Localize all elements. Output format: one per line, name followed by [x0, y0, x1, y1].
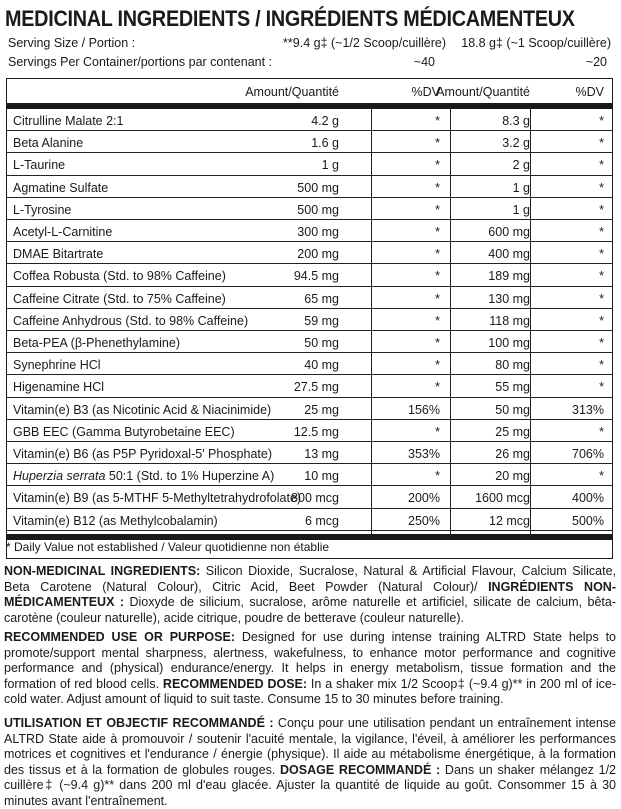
dv-full: * [599, 247, 604, 262]
table-header [7, 79, 612, 105]
footnote: * Daily Value not established / Valeur quotidienne non établie [6, 540, 330, 554]
dv-full: * [599, 380, 604, 395]
ingredient-name: Coffea Robusta (Std. to 98% Caffeine) [13, 269, 226, 284]
ingredient-name-rest: 50:1 (Std. to 1% Huperzine A) [105, 469, 275, 484]
table-row [7, 331, 612, 353]
ingredient-name [13, 469, 274, 483]
amount-half: 27.5 mg [293, 380, 339, 395]
utilisation-text: Conçu pour une utilisation pendant un entraînement intense ALTRD State aide à promouvoir / soutenir l'acuité mentale, la vigilance, l'éveil, à améliorer les performances motrices et cognitives et l'endurance / énergie (physique). Il aide au métabolisme énergétique, à la formation des tissus et à la formation de globules rouges. [4, 716, 616, 777]
ingredients-table [6, 78, 613, 559]
column-divider [450, 109, 451, 534]
recommended-use-section [4, 630, 616, 708]
amount-half: 25 mg [304, 402, 339, 417]
ingredient-name-italic: Huperzia serrata [13, 469, 106, 484]
dv-full: * [599, 291, 604, 306]
ingredient-name: Agmatine Sulfate [13, 180, 109, 195]
dv-full: * [599, 336, 604, 350]
recommended-dose-text: In a shaker mix 1/2 Scoop‡ (~9.4 g)** in 200 ml of ice-cold water. Adjust amount of liquid to suit taste. Consume 15 to 30 minutes before training. [4, 676, 616, 706]
amount-half: 200 mg [297, 247, 339, 262]
ingredient-name: Vitamin(e) B12 (as Methylcobalamin) [13, 513, 218, 528]
amount-half: 1.6 g [311, 136, 339, 151]
panel-title: MEDICINAL INGREDIENTS / INGRÉDIENTS MÉDICAMENTEUX [5, 6, 575, 31]
table-row [7, 131, 612, 153]
dv-full: * [599, 269, 604, 284]
header-dv-full: %DV [575, 85, 604, 99]
dv-full: 706% [572, 447, 604, 461]
recommended-text: Designed for use during intense training ALTRD State helps to promote/support mental sharpness, alertness, wakefulness, to enhance motor performance and cognitive performance and (physical) endurance/energy. It helps in energy metabolism, tissue formation and the formation of red blood cells. [4, 630, 616, 691]
dv-full: * [599, 358, 604, 373]
recommended-dose-label: RECOMMENDED DOSE: [162, 676, 308, 691]
dv-half: * [435, 114, 440, 128]
amount-full: 600 mg [488, 225, 530, 239]
dv-half: * [435, 202, 440, 217]
dv-full: * [599, 424, 604, 439]
column-divider [371, 109, 372, 534]
amount-half: 94.5 mg [293, 269, 339, 284]
header-dv-half: %DV [411, 85, 440, 99]
recommended-label: RECOMMENDED USE OR PURPOSE: [4, 630, 235, 644]
table-row [7, 464, 612, 486]
dv-full: * [599, 136, 604, 151]
dv-full: * [599, 158, 604, 173]
servings-per-container-line [8, 54, 611, 70]
ingredient-name: L-Taurine [13, 158, 66, 173]
dv-full: * [599, 313, 604, 328]
serving-size-label: Serving Size / Portion : [8, 36, 136, 50]
dv-full: * [599, 114, 604, 128]
table-row [7, 509, 612, 531]
utilisation-dose-label: DOSAGE RECOMMANDÉ : [280, 762, 441, 777]
dv-full: * [599, 225, 604, 239]
table-row [7, 220, 612, 242]
amount-half: 50 mg [304, 336, 339, 350]
amount-half: 40 mg [304, 358, 339, 373]
dv-half: * [435, 313, 440, 328]
amount-full: 12 mcg [489, 513, 530, 528]
dv-half: 250% [408, 513, 440, 528]
amount-full: 100 mg [488, 336, 530, 350]
amount-half: 13 mg [304, 447, 339, 461]
ingredient-name: Citrulline Malate 2:1 [13, 114, 124, 128]
dv-half: * [435, 158, 440, 173]
dv-full: * [599, 180, 604, 195]
servings-per-half: ~40 [413, 55, 435, 69]
table-row [7, 109, 612, 131]
amount-half: 500 mg [297, 180, 339, 195]
ingredient-name: Vitamin(e) B6 (as P5P Pyridoxal-5' Phosphate) [13, 447, 272, 461]
header-amount-half: Amount/Quantité [245, 85, 339, 99]
ingredient-name: GBB EEC (Gamma Butyrobetaine EEC) [13, 424, 235, 439]
serving-size-full: 18.8 g‡ (~1 Scoop/cuillère) [461, 36, 611, 50]
ingredient-name: Beta Alanine [13, 136, 84, 151]
amount-full: 2 g [512, 158, 530, 173]
ingredient-name: Higenamine HCl [13, 380, 105, 395]
amount-half: 500 mg [297, 202, 339, 217]
amount-half: 59 mg [304, 313, 339, 328]
serving-size-line [8, 35, 611, 51]
amount-full: 25 mg [495, 424, 530, 439]
ingredient-name: Caffeine Citrate (Std. to 75% Caffeine) [13, 291, 226, 306]
amount-half: 4.2 g [311, 114, 339, 128]
amount-full: 26 mg [495, 447, 530, 461]
table-row [7, 486, 612, 508]
table-row [7, 287, 612, 309]
amount-half: 6 mcg [304, 513, 339, 528]
amount-full: 130 mg [488, 291, 530, 306]
servings-per-label: Servings Per Container/portions par contenant : [8, 55, 273, 69]
ingredient-name: L-Tyrosine [13, 202, 72, 217]
dv-half: * [435, 247, 440, 262]
dv-half: * [435, 380, 440, 395]
nonmed-label-fr: INGRÉDIENTS NON-MÉDICAMENTEUX : [4, 579, 616, 609]
amount-full: 1600 mcg [475, 491, 530, 506]
amount-full: 50 mg [495, 402, 530, 417]
nonmed-label: NON-MEDICINAL INGREDIENTS: [4, 564, 201, 578]
table-row [7, 442, 612, 464]
table-row [7, 353, 612, 375]
utilisation-dose-text: Dans un shaker mélangez 1/2 cuillère‡ (~9.4 g)** dans 200 ml d'eau glacée. Ajuster la quantité de liquide au goût. Consommer 15 à 30 minutes avant l'entraînement. [4, 762, 617, 808]
amount-half: 800 mcg [291, 491, 339, 506]
servings-per-full: ~20 [585, 55, 607, 69]
dv-half: * [435, 269, 440, 284]
dv-half: * [435, 336, 440, 350]
dv-half: * [435, 225, 440, 239]
table-row [7, 198, 612, 220]
amount-full: 3.2 g [502, 136, 530, 151]
table-row [7, 153, 612, 175]
ingredient-name: Acetyl-L-Carnitine [13, 225, 113, 239]
table-row [7, 242, 612, 264]
dv-half: * [435, 424, 440, 439]
ingredient-name: Beta-PEA (β-Phenethylamine) [13, 336, 180, 350]
ingredient-name: Synephrine HCl [13, 358, 101, 373]
amount-full: 20 mg [495, 469, 530, 484]
dv-half: * [435, 180, 440, 195]
amount-full: 400 mg [488, 247, 530, 262]
table-row [7, 264, 612, 286]
table-row [7, 176, 612, 198]
nonmedicinal-section [4, 564, 616, 626]
amount-full: 1 g [512, 202, 530, 217]
ingredient-name: Vitamin(e) B3 (as Nicotinic Acid & Niacinimide) [13, 402, 272, 417]
nonmed-text: Silicon Dioxide, Sucralose, Natural & Artificial Flavour, Calcium Silicate, Beta Carotene (Natural Colour), Citric Acid, Beet Powder (Natural Colour)/ [4, 564, 616, 594]
table-row [7, 398, 612, 420]
amount-full: 80 mg [495, 358, 530, 373]
dv-half: * [435, 358, 440, 373]
dv-half: * [435, 136, 440, 151]
dv-half: * [435, 291, 440, 306]
nonmed-text-fr: Dioxyde de silicium, sucralose, arôme naturelle et artificiel, silicate de calcium, bêta-carotène (couleur naturelle), acide citrique, poudre de betterave (couleur naturelle). [4, 595, 616, 625]
dv-half: * [435, 469, 440, 484]
amount-full: 55 mg [495, 380, 530, 395]
table-row [7, 420, 612, 442]
dv-half: 156% [408, 402, 440, 417]
column-divider [530, 109, 531, 534]
amount-half: 1 g [321, 158, 339, 173]
utilisation-section [4, 716, 616, 809]
table-row [7, 309, 612, 331]
table-row [7, 375, 612, 397]
amount-full: 1 g [512, 180, 530, 195]
amount-full: 8.3 g [502, 114, 530, 128]
dv-half: 200% [408, 491, 440, 506]
dv-full: * [599, 469, 604, 484]
amount-half: 12.5 mg [293, 424, 339, 439]
dv-full: 400% [572, 491, 604, 506]
amount-full: 118 mg [489, 313, 530, 328]
utilisation-label: UTILISATION ET OBJECTIF RECOMMANDÉ : [4, 716, 274, 730]
dv-full: 313% [572, 402, 604, 417]
amount-full: 189 mg [488, 269, 530, 284]
ingredient-name: Caffeine Anhydrous (Std. to 98% Caffeine) [13, 313, 249, 328]
amount-half: 10 mg [304, 469, 339, 484]
dv-full: 500% [572, 513, 604, 528]
ingredient-name: DMAE Bitartrate [13, 247, 104, 262]
amount-half: 65 mg [304, 291, 339, 306]
amount-half: 300 mg [297, 225, 339, 239]
serving-size-half: **9.4 g‡ (~1/2 Scoop/cuillère) [283, 36, 446, 50]
header-amount-full: Amount/Quantité [436, 85, 530, 99]
dv-full: * [599, 202, 604, 217]
dv-half: 353% [408, 447, 440, 461]
ingredient-name: Vitamin(e) B9 (as 5-MTHF 5-Methyltetrahydrofolate) [13, 491, 302, 506]
